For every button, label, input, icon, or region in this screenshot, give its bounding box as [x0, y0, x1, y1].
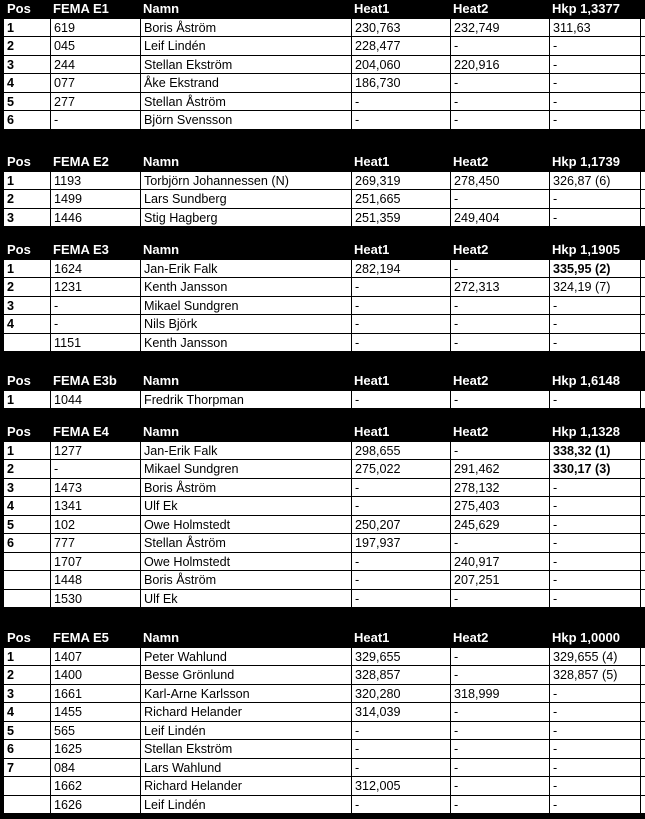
results-table — [0, 629, 645, 814]
row-number: 1661 — [50, 685, 140, 703]
row-name: Mikael Sundgren — [140, 297, 351, 315]
row-position: 3 — [7, 686, 15, 701]
header-class: FEMA E3 — [53, 242, 109, 257]
row-heat2: - — [450, 740, 549, 758]
row-heat1: - — [351, 740, 450, 758]
row-position: 3 — [7, 480, 15, 495]
table-row — [0, 172, 645, 191]
table-row — [0, 278, 645, 297]
header-name: Namn — [143, 373, 180, 388]
row-name: Ulf Ek — [140, 590, 351, 608]
row-position: 2 — [7, 192, 15, 206]
row-position: 4 — [7, 499, 15, 513]
row-heat1: - — [351, 297, 450, 315]
row-heat2: - — [450, 590, 549, 608]
table-row — [0, 553, 645, 572]
table-row — [0, 722, 645, 741]
row-heat2: 272,313 — [450, 278, 549, 296]
results-table — [0, 0, 645, 130]
header-heat1: Heat1 — [354, 424, 390, 439]
row-position: 2 — [7, 39, 15, 53]
header-pos: Pos — [7, 242, 31, 257]
row-position — [4, 796, 50, 814]
row-heat2: - — [450, 190, 549, 208]
row-heat1: 228,477 — [351, 37, 450, 55]
row-name: Kenth Jansson — [140, 334, 351, 352]
row-name: Boris Åström — [140, 479, 351, 497]
table-header-row — [0, 629, 645, 648]
row-position: 1 — [7, 649, 15, 664]
row-hkp: - — [549, 740, 641, 758]
row-hkp: - — [549, 759, 641, 777]
table-row — [0, 56, 645, 75]
row-number: 1455 — [50, 703, 140, 721]
row-number: 244 — [50, 56, 140, 74]
row-name: Stellan Åström — [140, 93, 351, 111]
row-name: Fredrik Thorpman — [140, 391, 351, 409]
row-heat1: 251,359 — [351, 209, 450, 227]
row-hkp: - — [549, 209, 641, 227]
table-row — [0, 590, 645, 609]
row-heat2: - — [450, 334, 549, 352]
table-row — [0, 260, 645, 279]
row-number: 1277 — [50, 442, 140, 460]
header-heat2: Heat2 — [453, 424, 489, 439]
row-name: Owe Holmstedt — [140, 553, 351, 571]
row-position: 7 — [7, 760, 15, 775]
row-number: 1400 — [50, 666, 140, 684]
row-position: 3 — [7, 298, 15, 313]
row-number: 1448 — [50, 571, 140, 589]
row-position — [4, 334, 50, 352]
row-position: 2 — [7, 462, 15, 476]
row-heat1: 275,022 — [351, 460, 450, 478]
row-hkp: 311,63 — [549, 19, 641, 37]
row-position: 2 — [7, 668, 15, 682]
row-heat1: - — [351, 553, 450, 571]
row-heat2: 245,629 — [450, 516, 549, 534]
table-row — [0, 740, 645, 759]
header-heat2: Heat2 — [453, 630, 489, 645]
row-name: Leif Lindén — [140, 796, 351, 814]
row-heat2: 232,749 — [450, 19, 549, 37]
table-row — [0, 297, 645, 316]
row-hkp: - — [549, 479, 641, 497]
row-heat1: 320,280 — [351, 685, 450, 703]
row-heat2: 240,917 — [450, 553, 549, 571]
header-heat1: Heat1 — [354, 1, 390, 16]
row-number: - — [50, 460, 140, 478]
header-class: FEMA E5 — [53, 630, 109, 645]
row-heat2: - — [450, 666, 549, 684]
table-row — [0, 19, 645, 38]
row-name: Torbjörn Johannessen (N) — [140, 172, 351, 190]
row-position: 6 — [7, 113, 15, 127]
row-number: 619 — [50, 19, 140, 37]
row-name: Jan-Erik Falk — [140, 442, 351, 460]
table-row — [0, 497, 645, 516]
row-heat2: - — [450, 722, 549, 740]
header-hkp: Hkp 1,3377 — [552, 1, 620, 16]
row-number: 077 — [50, 74, 140, 92]
header-hkp: Hkp 1,1905 — [552, 242, 620, 257]
row-number: 1446 — [50, 209, 140, 227]
row-heat1: 328,857 — [351, 666, 450, 684]
row-name: Jan-Erik Falk — [140, 260, 351, 278]
row-number: 1231 — [50, 278, 140, 296]
row-name: Nils Björk — [140, 315, 351, 333]
row-heat1: 197,937 — [351, 534, 450, 552]
row-hkp: - — [549, 590, 641, 608]
row-hkp: - — [549, 391, 641, 409]
row-number: 1625 — [50, 740, 140, 758]
row-heat2: - — [450, 260, 549, 278]
results-table — [0, 372, 645, 409]
row-heat2: - — [450, 391, 549, 409]
row-number: 277 — [50, 93, 140, 111]
row-heat2: - — [450, 648, 549, 666]
row-number: 102 — [50, 516, 140, 534]
row-heat2: - — [450, 315, 549, 333]
table-row — [0, 648, 645, 667]
row-hkp: - — [549, 334, 641, 352]
row-heat1: - — [351, 391, 450, 409]
header-heat1: Heat1 — [354, 242, 390, 257]
table-row — [0, 703, 645, 722]
header-class: FEMA E4 — [53, 424, 109, 439]
row-heat2: 278,132 — [450, 479, 549, 497]
results-table — [0, 153, 645, 227]
table-header-row — [0, 372, 645, 391]
row-number: 084 — [50, 759, 140, 777]
row-position: 1 — [7, 392, 15, 407]
header-pos: Pos — [7, 373, 31, 388]
row-number: 1341 — [50, 497, 140, 515]
table-row — [0, 479, 645, 498]
header-heat1: Heat1 — [354, 630, 390, 645]
table-row — [0, 93, 645, 112]
table-row — [0, 209, 645, 228]
header-name: Namn — [143, 630, 180, 645]
table-row — [0, 516, 645, 535]
row-hkp: - — [549, 74, 641, 92]
row-heat2: - — [450, 442, 549, 460]
header-pos: Pos — [7, 1, 31, 16]
row-heat2: - — [450, 111, 549, 129]
table-row — [0, 74, 645, 93]
table-header-row — [0, 0, 645, 19]
row-heat1: 230,763 — [351, 19, 450, 37]
row-name: Stellan Ekström — [140, 740, 351, 758]
row-heat1: 314,039 — [351, 703, 450, 721]
header-pos: Pos — [7, 630, 31, 645]
row-position: 3 — [7, 57, 15, 72]
row-number: 1530 — [50, 590, 140, 608]
row-number: 1662 — [50, 777, 140, 795]
table-header-row — [0, 423, 645, 442]
row-heat2: 207,251 — [450, 571, 549, 589]
row-hkp: - — [549, 722, 641, 740]
header-name: Namn — [143, 154, 180, 169]
row-heat1: - — [351, 571, 450, 589]
row-position — [4, 777, 50, 795]
row-number: 1499 — [50, 190, 140, 208]
row-hkp: - — [549, 534, 641, 552]
row-hkp: - — [549, 190, 641, 208]
row-name: Karl-Arne Karlsson — [140, 685, 351, 703]
row-number: - — [50, 297, 140, 315]
row-heat2: - — [450, 759, 549, 777]
header-heat1: Heat1 — [354, 154, 390, 169]
table-row — [0, 391, 645, 410]
row-number: 1151 — [50, 334, 140, 352]
row-name: Peter Wahlund — [140, 648, 351, 666]
row-position — [4, 571, 50, 589]
results-table — [0, 423, 645, 608]
row-number: 1044 — [50, 391, 140, 409]
row-position: 4 — [7, 317, 15, 331]
table-row — [0, 534, 645, 553]
row-position: 4 — [7, 705, 15, 719]
header-heat2: Heat2 — [453, 154, 489, 169]
table-row — [0, 666, 645, 685]
header-pos: Pos — [7, 154, 31, 169]
row-hkp: - — [549, 497, 641, 515]
row-name: Boris Åström — [140, 571, 351, 589]
row-hkp: 328,857 (5) — [549, 666, 641, 684]
row-heat2: 318,999 — [450, 685, 549, 703]
row-hkp: - — [549, 685, 641, 703]
row-heat2: 278,450 — [450, 172, 549, 190]
row-name: Åke Ekstrand — [140, 74, 351, 92]
row-position: 6 — [7, 742, 15, 756]
row-heat2: 249,404 — [450, 209, 549, 227]
row-position: 5 — [7, 723, 15, 738]
row-hkp: - — [549, 777, 641, 795]
row-heat1: 298,655 — [351, 442, 450, 460]
row-number: 1193 — [50, 172, 140, 190]
row-number: 777 — [50, 534, 140, 552]
header-name: Namn — [143, 1, 180, 16]
row-heat2: 275,403 — [450, 497, 549, 515]
header-hkp: Hkp 1,1328 — [552, 424, 620, 439]
row-hkp: - — [549, 93, 641, 111]
header-name: Namn — [143, 242, 180, 257]
row-number: 1626 — [50, 796, 140, 814]
row-position: 2 — [7, 280, 15, 294]
row-hkp: - — [549, 56, 641, 74]
row-heat1: 329,655 — [351, 648, 450, 666]
header-hkp: Hkp 1,6148 — [552, 373, 620, 388]
row-heat1: - — [351, 590, 450, 608]
row-position: 4 — [7, 76, 15, 90]
row-hkp: - — [549, 111, 641, 129]
row-heat1: - — [351, 334, 450, 352]
row-heat1: 282,194 — [351, 260, 450, 278]
row-position: 1 — [7, 261, 15, 276]
row-name: Richard Helander — [140, 703, 351, 721]
row-name: Kenth Jansson — [140, 278, 351, 296]
row-name: Besse Grönlund — [140, 666, 351, 684]
row-heat2: - — [450, 297, 549, 315]
row-position: 1 — [7, 20, 15, 35]
table-row — [0, 315, 645, 334]
table-row — [0, 685, 645, 704]
row-name: Owe Holmstedt — [140, 516, 351, 534]
row-heat1: - — [351, 479, 450, 497]
row-position: 5 — [7, 517, 15, 532]
header-class: FEMA E3b — [53, 373, 117, 388]
row-name: Stellan Ekström — [140, 56, 351, 74]
header-class: FEMA E1 — [53, 1, 109, 16]
row-heat1: 204,060 — [351, 56, 450, 74]
row-position — [4, 590, 50, 608]
row-name: Stellan Åström — [140, 534, 351, 552]
row-number: 1407 — [50, 648, 140, 666]
row-heat1: 186,730 — [351, 74, 450, 92]
row-heat2: - — [450, 703, 549, 721]
row-heat2: - — [450, 796, 549, 814]
row-position: 3 — [7, 210, 15, 225]
table-row — [0, 796, 645, 815]
header-heat1: Heat1 — [354, 373, 390, 388]
row-hkp: - — [549, 571, 641, 589]
row-name: Lars Sundberg — [140, 190, 351, 208]
table-row — [0, 759, 645, 778]
row-position: 1 — [7, 173, 15, 188]
row-hkp: - — [549, 516, 641, 534]
table-row — [0, 777, 645, 796]
row-hkp: - — [549, 315, 641, 333]
table-row — [0, 111, 645, 130]
header-heat2: Heat2 — [453, 1, 489, 16]
table-header-row — [0, 241, 645, 260]
row-name: Leif Lindén — [140, 722, 351, 740]
header-heat2: Heat2 — [453, 242, 489, 257]
row-heat2: 291,462 — [450, 460, 549, 478]
row-name: Richard Helander — [140, 777, 351, 795]
results-table — [0, 241, 645, 352]
table-row — [0, 37, 645, 56]
row-hkp: - — [549, 796, 641, 814]
row-heat2: - — [450, 74, 549, 92]
row-hkp: 326,87 (6) — [549, 172, 641, 190]
row-hkp: - — [549, 297, 641, 315]
header-class: FEMA E2 — [53, 154, 109, 169]
row-name: Stig Hagberg — [140, 209, 351, 227]
row-number: 1624 — [50, 260, 140, 278]
row-number: 1473 — [50, 479, 140, 497]
row-number: - — [50, 315, 140, 333]
row-heat2: - — [450, 777, 549, 795]
table-row — [0, 442, 645, 461]
row-heat1: 269,319 — [351, 172, 450, 190]
row-heat1: - — [351, 315, 450, 333]
row-hkp: 329,655 (4) — [549, 648, 641, 666]
row-heat1: - — [351, 759, 450, 777]
row-hkp: 335,95 (2) — [549, 260, 641, 278]
row-name: Mikael Sundgren — [140, 460, 351, 478]
header-hkp: Hkp 1,0000 — [552, 630, 620, 645]
row-hkp: 338,32 (1) — [549, 442, 641, 460]
row-hkp: - — [549, 37, 641, 55]
row-number: 1707 — [50, 553, 140, 571]
row-name: Leif Lindén — [140, 37, 351, 55]
table-row — [0, 190, 645, 209]
table-row — [0, 571, 645, 590]
row-heat1: - — [351, 278, 450, 296]
row-heat2: - — [450, 534, 549, 552]
row-heat1: - — [351, 497, 450, 515]
row-number: - — [50, 111, 140, 129]
table-row — [0, 334, 645, 353]
header-pos: Pos — [7, 424, 31, 439]
row-number: 045 — [50, 37, 140, 55]
header-name: Namn — [143, 424, 180, 439]
row-name: Ulf Ek — [140, 497, 351, 515]
row-heat2: - — [450, 37, 549, 55]
row-heat1: - — [351, 111, 450, 129]
row-heat1: 251,665 — [351, 190, 450, 208]
row-name: Björn Svensson — [140, 111, 351, 129]
row-heat1: 312,005 — [351, 777, 450, 795]
table-row — [0, 460, 645, 479]
row-position: 5 — [7, 94, 15, 109]
row-hkp: - — [549, 703, 641, 721]
row-hkp: 330,17 (3) — [549, 460, 641, 478]
header-hkp: Hkp 1,1739 — [552, 154, 620, 169]
row-position: 1 — [7, 443, 15, 458]
row-heat1: - — [351, 722, 450, 740]
table-header-row — [0, 153, 645, 172]
row-position: 6 — [7, 536, 15, 550]
row-heat2: - — [450, 93, 549, 111]
header-heat2: Heat2 — [453, 373, 489, 388]
row-name: Boris Åström — [140, 19, 351, 37]
row-heat1: - — [351, 93, 450, 111]
row-heat1: - — [351, 796, 450, 814]
row-hkp: - — [549, 553, 641, 571]
row-hkp: 324,19 (7) — [549, 278, 641, 296]
row-heat2: 220,916 — [450, 56, 549, 74]
row-position — [4, 553, 50, 571]
row-number: 565 — [50, 722, 140, 740]
row-heat1: 250,207 — [351, 516, 450, 534]
row-name: Lars Wahlund — [140, 759, 351, 777]
